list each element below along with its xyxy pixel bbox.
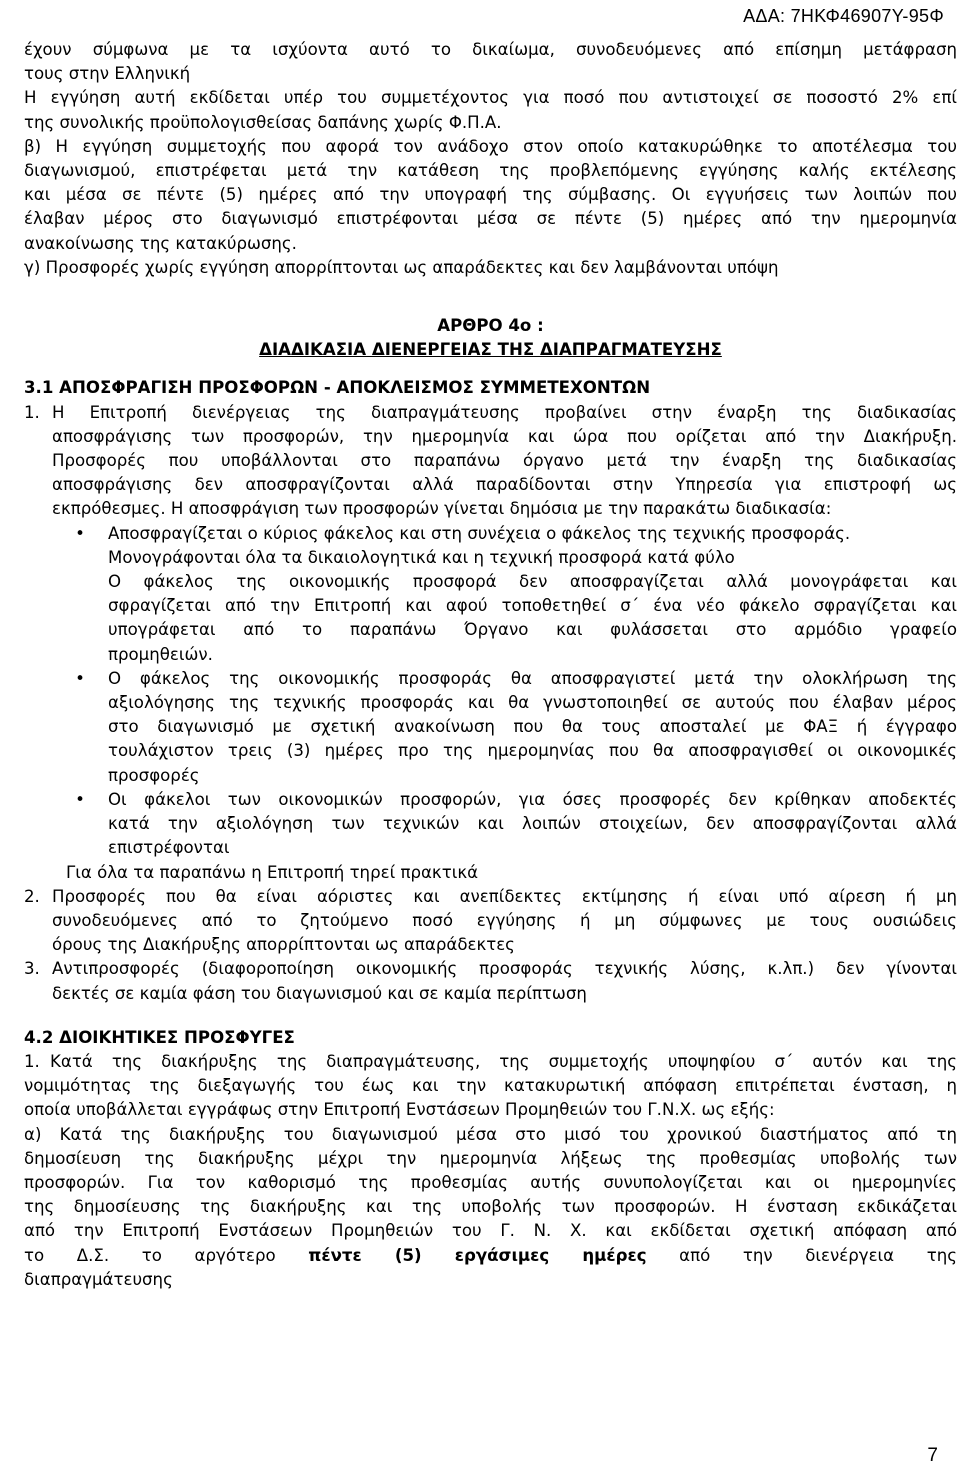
text-line: δεκτές σε καμία φάση του διαγωνισμού και σε καμία περίπτωση xyxy=(52,983,587,1003)
item-number: 1. xyxy=(24,402,40,422)
text-line: γ) Προσφορές χωρίς εγγύηση απορρίπτονται ως απαράδεκτες και δεν λαμβάνονται υπόψη xyxy=(24,257,779,277)
bold-deadline: πέντε (5) εργάσιμες ημέρες xyxy=(308,1245,647,1265)
text-line: Προσφορές που θα είναι αόριστες και ανεπίδεκτες εκτίμησης ή είναι υπό αίρεση ή μη xyxy=(52,886,957,906)
text-line: της συνολικής προϋπολογισθείσας δαπάνης χωρίς Φ.Π.Α. xyxy=(24,112,502,132)
text-line: β) Η εγγύηση συμμετοχής που αφορά τον ανάδοχο στον οποίο κατακυρώθηκε το αποτέλεσμα του xyxy=(24,136,957,156)
text-span: το Δ.Σ. το αργότερο xyxy=(24,1245,276,1265)
bullet-item xyxy=(52,522,957,667)
text-line: αξιολόγησης της τεχνικής προσφοράς και θα γνωστοποιηθεί σε αυτούς που έλαβαν μέρος xyxy=(108,693,957,713)
article-subtitle: ΔΙΑΔΙΚΑΣΙΑ ΔΙΕΝΕΡΓΕΙΑΣ ΤΗΣ ΔΙΑΠΡΑΓΜΑΤΕΥΣΗΣ xyxy=(259,340,722,360)
bullet-item xyxy=(52,788,957,861)
text-line: από την Επιτροπή Ενστάσεων Προμηθειών του Γ. Ν. Χ. και εκδίδεται σχετική απόφαση από xyxy=(24,1221,957,1241)
numbered-item xyxy=(24,1050,957,1074)
numbered-item xyxy=(24,401,957,885)
text-span: από την διενέργεια της xyxy=(679,1245,957,1265)
text-line: Προσφορές που υποβάλλονται στο παραπάνω όργανο μετά την έναρξη της διαδικασίας xyxy=(52,451,957,471)
text-line: προσφορών. Για τον καθορισμό της προθεσμίας αυτής συνυπολογίζεται και οι ημερομηνίες xyxy=(24,1172,957,1192)
text-line: στο διαγωνισμό με σχετική ανακοίνωση που θα τους αποσταλεί με ΦΑΞ ή έγγραφο xyxy=(108,717,957,737)
item-number: 1. xyxy=(24,1051,40,1071)
text-line: Αποσφραγίζεται ο κύριος φάκελος και στη συνέχεια ο φάκελος της τεχνικής προσφοράς. xyxy=(108,523,851,543)
text-line: Η εγγύηση αυτή εκδίδεται υπέρ του συμμετέχοντος για ποσό που αντιστοιχεί σε ποσοστό 2% επί xyxy=(24,88,957,108)
text-line: τους στην Ελληνική xyxy=(24,64,191,84)
text-line: υπογράφεται από το παραπάνω Όργανο και φυλάσσεται στο αρμόδιο γραφείο xyxy=(108,620,957,640)
text-line: έλαβαν μέρος στο διαγωνισμό επιστρέφονται μέσα σε πέντε (5) ημέρες από την ημερομηνία xyxy=(24,209,957,229)
text-line xyxy=(24,1244,957,1268)
text-line: νομιμότητας της διεξαγωγής του έως και την κατακυρωτική απόφαση επιτρέπεται ένσταση, η xyxy=(24,1076,957,1096)
bullet-icon: • xyxy=(75,523,85,543)
text-line: εκπρόθεσμες. Η αποσφράγιση των προσφορών γίνεται δημόσια με την παρακάτω διαδικασία: xyxy=(52,499,832,519)
text-line: αποσφράγισης των προσφορών, την ημερομηνία και ώρα που ορίζεται από την Διακήρυξη. xyxy=(52,426,957,446)
text-line: και μέσα σε πέντε (5) ημέρες από την υπογραφή της σύμβασης. Οι εγγυήσεις των λοιπών που xyxy=(24,185,957,205)
bullet-item xyxy=(52,667,957,788)
ada-code: ΑΔΑ: 7ΗΚΦ46907Υ-95Φ xyxy=(743,6,944,26)
text-line: Οι φάκελοι των οικονομικών προσφορών, για όσες προσφορές δεν κρίθηκαν αποδεκτές xyxy=(108,789,957,809)
note-line: Για όλα τα παραπάνω η Επιτροπή τηρεί πρακτικά xyxy=(66,862,479,882)
bullet-icon: • xyxy=(75,668,85,688)
text-line: Ο φάκελος της οικονομικής προσφορά δεν αποσφραγίζεται αλλά μονογράφεται και xyxy=(108,572,957,592)
numbered-item xyxy=(24,885,957,958)
section-heading-text: 4.2 ΔΙΟΙΚΗΤΙΚΕΣ ΠΡΟΣΦΥΓΕΣ xyxy=(24,1027,295,1047)
text-line: διαπραγμάτευσης xyxy=(24,1269,173,1289)
text-line: Κατά της διακήρυξης της διαπραγμάτευσης, της συμμετοχής υποψηφίου σ΄ αυτόν και της xyxy=(50,1051,957,1071)
page-number: 7 xyxy=(927,1445,938,1466)
text-line: έχουν σύμφωνα με τα ισχύοντα αυτό το δικαίωμα, συνοδευόμενες από επίσημη μετάφραση xyxy=(24,40,957,59)
section-heading-3-1: 3.1 ΑΠΟΣΦΡΑΓΙΣΗ ΠΡΟΣΦΟΡΩΝ - ΑΠΟΚΛΕΙΣΜΟΣ ΣΥΜΜΕΤΕΧΟΝΤΩΝ xyxy=(24,378,651,398)
text-line: τουλάχιστον τρεις (3) ημέρες προ της ημερομηνίας που θα αποσφραγισθεί οι οικονομικές xyxy=(108,741,957,761)
text-line: προσφορές xyxy=(108,765,200,785)
text-line: οποία υποβάλλεται εγγράφως στην Επιτροπή Ενστάσεων Προμηθειών του Γ.Ν.Χ. ως εξής: xyxy=(24,1100,775,1120)
text-line: δημοσίευση της διακήρυξης μέχρι την ημερομηνία λήξεως της προθεσμίας υποβολής των xyxy=(24,1148,957,1168)
text-line: Μονογράφονται όλα τα δικαιολογητικά και η τεχνική προσφορά κατά φύλο xyxy=(108,547,735,567)
text-line: αποσφράγισης δεν αποσφραγίζονται αλλά παραδίδονται στην Υπηρεσία για επιστροφή ως xyxy=(52,475,957,495)
text-line: προμηθειών. xyxy=(108,644,213,664)
text-line: κατά την αξιολόγηση των τεχνικών και λοιπών στοιχείων, δεν αποσφραγίζονται αλλά xyxy=(108,814,957,834)
text-line: σφραγίζεται από την Επιτροπή και αφού τοποθετηθεί σ΄ ένα νέο φάκελο σφραγίζεται και xyxy=(108,596,957,616)
numbered-item xyxy=(24,957,957,1005)
text-line: επιστρέφονται xyxy=(108,838,230,858)
bullet-icon: • xyxy=(75,789,85,809)
text-line: συνοδευόμενες από το ζητούμενο ποσό εγγύησης ή μη σύμφωνες με τους ουσιώδεις xyxy=(52,910,957,930)
text-line: Αντιπροσφορές (διαφοροποίηση οικονομικής προσφοράς τεχνικής λύσης, κ.λπ.) δεν γίνονται xyxy=(52,959,957,979)
item-number: 3. xyxy=(24,959,40,979)
text-line: της δημοσίευσης της διακήρυξης και της υποβολής των προσφορών. Η ένσταση εκδικάζεται xyxy=(24,1197,957,1217)
text-line: διαγωνισμού, επιστρέφεται μετά την κατάθεση της προβλεπόμενης εγγύησης καλής εκτέλεσης xyxy=(24,161,957,181)
section-heading-4-2 xyxy=(24,1026,957,1050)
text-line: α) Κατά της διακήρυξης του διαγωνισμού μέσα στο μισό του χρονικού διαστήματος από τη xyxy=(24,1124,957,1144)
item-number: 2. xyxy=(24,886,40,906)
text-line: Η Επιτροπή διενέργειας της διαπραγμάτευσης προβαίνει στην έναρξη της διαδικασίας xyxy=(52,402,957,422)
text-line: ανακοίνωσης της κατακύρωσης. xyxy=(24,233,297,253)
document-body xyxy=(24,38,957,1292)
article-title: ΑΡΘΡΟ 4ο : xyxy=(437,316,544,336)
text-line: όρους της Διακήρυξης απορρίπτονται ως απαράδεκτες xyxy=(52,935,515,955)
text-line: Ο φάκελος της οικονομικής προσφοράς θα αποσφραγιστεί μετά την ολοκλήρωση της xyxy=(108,668,957,688)
